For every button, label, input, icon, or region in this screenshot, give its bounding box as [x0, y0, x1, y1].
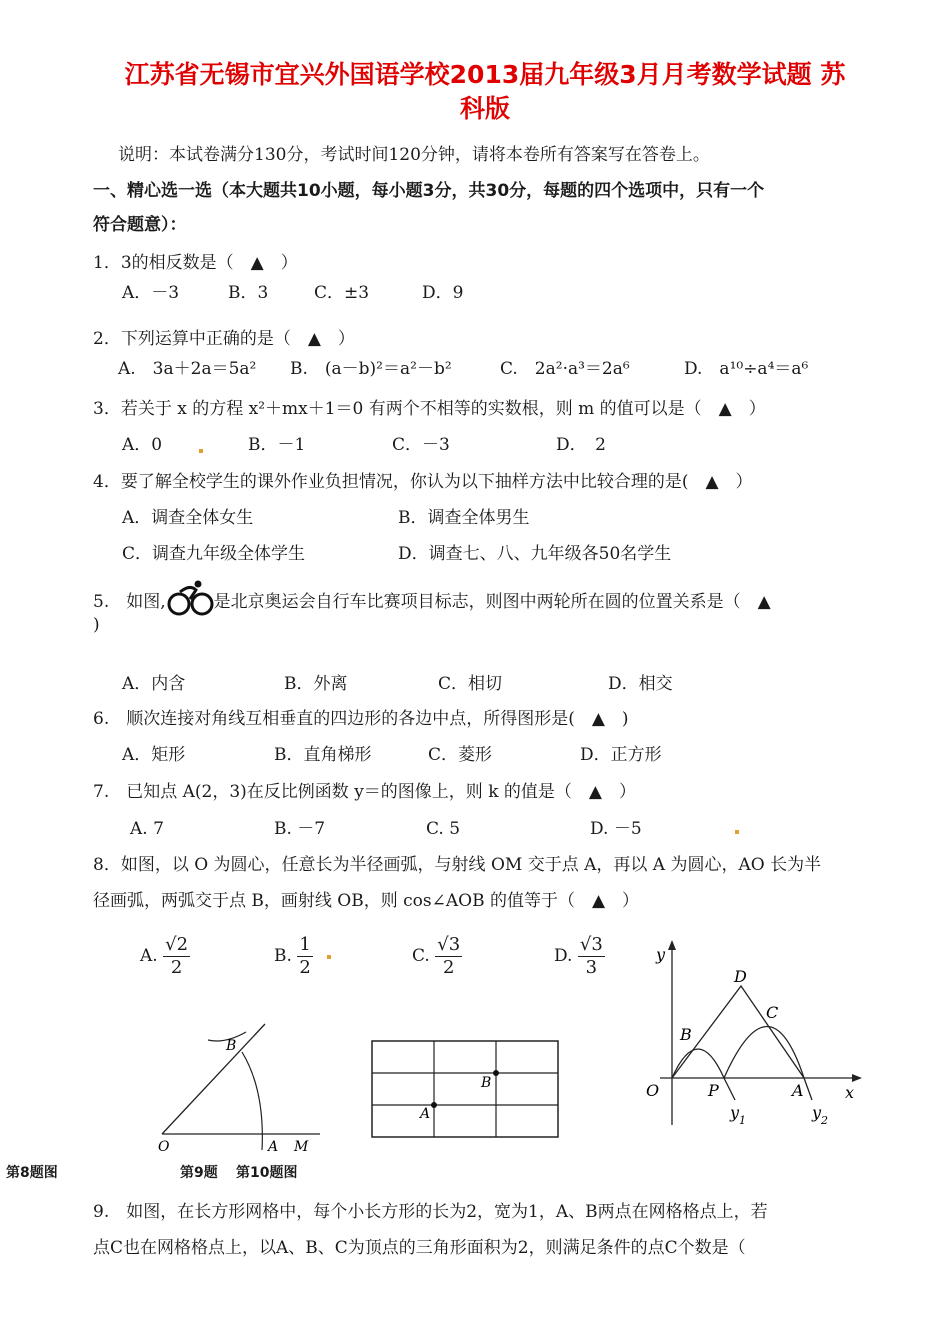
q7-option-c: C. 5 — [426, 819, 461, 839]
q8-c-numerator: √3 — [437, 934, 461, 955]
q8-option-a — [140, 932, 190, 980]
q1-option-a: A．－3 — [122, 283, 180, 303]
label-b: B — [680, 1025, 692, 1044]
q8-b-denominator: 2 — [299, 957, 311, 978]
label-y2-subscript: 2 — [821, 1114, 828, 1127]
q8-option-d — [554, 932, 605, 980]
q8-option-b-label: B. — [274, 946, 292, 966]
q7-option-a: A. 7 — [130, 819, 164, 839]
q2-option-d: D. a¹⁰÷a⁴＝a⁶ — [684, 359, 809, 379]
q3-option-b: B．－1 — [248, 435, 306, 455]
label-o: O — [646, 1081, 660, 1100]
decor-dot — [199, 449, 203, 453]
cycling-logo-icon — [166, 579, 214, 617]
q2-stem: 2．下列运算中正确的是（ ▲ ） — [93, 329, 355, 349]
decor-dot — [327, 955, 331, 959]
q8-c-denominator: 2 — [442, 957, 455, 978]
title-line-2: 科版 — [459, 94, 510, 123]
q8-a-numerator: √2 — [165, 934, 189, 955]
q5-option-b: B．外离 — [284, 674, 348, 694]
q8-option-b-fraction — [297, 934, 312, 979]
q6-stem: 6. 顺次连接对角线互相垂直的四边形的各边中点，所得图形是( ▲ ) — [93, 709, 629, 729]
q5-stem — [93, 579, 771, 617]
q1-stem: 1．3的相反数是（ ▲ ） — [93, 253, 298, 273]
q2-option-c: C. 2a²·a³＝2a⁶ — [500, 359, 630, 379]
q1-option-b: B．3 — [228, 283, 269, 303]
section-heading-line-2: 符合题意）： — [93, 215, 187, 235]
q8-b-numerator: 1 — [299, 934, 311, 955]
exam-note: 说明：本试卷满分130分，考试时间120分钟，请将本卷所有答案写在答卷上。 — [118, 145, 710, 165]
q5-option-a: A．内含 — [122, 674, 186, 694]
q2-option-a: A. 3a＋2a＝5a² — [118, 359, 257, 379]
label-m: M — [294, 1139, 309, 1155]
q3-option-d: D． 2 — [556, 435, 606, 455]
q6-option-b: B．直角梯形 — [274, 745, 372, 765]
label-a: A — [792, 1081, 804, 1100]
q8-a-denominator: 2 — [170, 957, 183, 978]
q8-option-c-label: C. — [412, 946, 430, 966]
q4-option-a: A．调查全体女生 — [122, 508, 254, 528]
arc-from-o — [242, 1052, 262, 1150]
q5-stem-continued: ) — [93, 615, 100, 635]
q5-option-c: C．相切 — [438, 674, 503, 694]
q8-option-c — [412, 932, 462, 980]
q5-stem-pre: 5. 如图, — [93, 592, 166, 612]
q8-d-numerator: √3 — [579, 934, 603, 955]
q7-option-b: B. －7 — [274, 819, 326, 839]
label-o: O — [158, 1139, 170, 1155]
point-a — [431, 1102, 437, 1108]
label-p: P — [708, 1081, 719, 1100]
q1-option-c: C．±3 — [314, 283, 370, 303]
label-a: A — [420, 1106, 431, 1122]
label-y1-subscript: 1 — [739, 1114, 746, 1127]
label-x: x — [845, 1083, 855, 1102]
figure-9-caption: 第9题 — [180, 1165, 218, 1181]
q7-stem: 7. 已知点 A(2，3)在反比例函数 y＝的图像上，则 k 的值是（ ▲ ） — [93, 782, 636, 802]
label-y1: y — [730, 1103, 740, 1122]
q5-stem-post: 是北京奥运会自行车比赛项目标志，则图中两轮所在圆的位置关系是（ ▲ — [213, 592, 771, 612]
figure-10-caption: 第10题图 — [236, 1165, 298, 1181]
page-title — [100, 58, 870, 126]
q1-option-d: D．9 — [422, 283, 464, 303]
decor-dot — [735, 830, 739, 834]
q4-option-c: C．调查九年级全体学生 — [122, 544, 306, 564]
q7-option-d: D. －5 — [590, 819, 642, 839]
figure-9-grid — [368, 1038, 568, 1142]
section-heading-line-1: 一、精心选一选（本大题共10小题，每小题3分，共30分，每题的四个选项中，只有一个 — [93, 181, 765, 201]
line-o-d-a — [672, 986, 804, 1078]
q8-option-b — [274, 932, 313, 980]
q5-option-d: D．相交 — [608, 674, 673, 694]
q4-stem: 4．要了解全校学生的课外作业负担情况，你认为以下抽样方法中比较合理的是( ▲ ） — [93, 472, 753, 492]
q6-option-a: A．矩形 — [122, 745, 186, 765]
q8-stem-line-1: 8．如图，以 O 为圆心，任意长为半径画弧，与射线 OM 交于点 A，再以 A 为圆心，AO 长为半 — [93, 855, 822, 875]
q6-option-c: C．菱形 — [428, 745, 493, 765]
q8-option-d-fraction — [578, 934, 605, 979]
label-a: A — [268, 1139, 279, 1155]
q8-option-c-fraction — [435, 934, 462, 979]
q3-option-c: C．－3 — [392, 435, 450, 455]
q3-option-a: A．0 — [122, 435, 163, 455]
q8-stem-line-2: 径画弧，两弧交于点 B，画射线 OB，则 cos∠AOB 的值等于（ ▲ ） — [93, 891, 640, 911]
q8-d-denominator: 3 — [585, 957, 598, 978]
label-y: y — [656, 945, 666, 964]
label-d: D — [734, 967, 747, 986]
figure-8-construction — [150, 1020, 330, 1160]
q3-stem: 3．若关于 x 的方程 x²＋mx＋1＝0 有两个不相等的实数根，则 m 的值可以是（ ▲ ） — [93, 399, 766, 419]
q4-option-d: D．调查七、八、九年级各50名学生 — [398, 544, 672, 564]
q8-option-a-fraction — [163, 934, 190, 979]
q8-option-a-label: A. — [140, 946, 158, 966]
label-b: B — [481, 1075, 492, 1091]
q9-stem-line-1: 9. 如图，在长方形网格中，每个小长方形的长为2，宽为1，A、B两点在网格格点上，若 — [93, 1202, 768, 1222]
point-b — [493, 1070, 499, 1076]
q9-stem-line-2: 点C也在网格格点上，以A、B、C为顶点的三角形面积为2，则满足条件的点C个数是（ — [93, 1238, 746, 1258]
q8-option-d-label: D. — [554, 946, 573, 966]
figure-8-caption: 第8题图 — [6, 1165, 58, 1181]
q2-option-b: B. (a－b)²＝a²－b² — [290, 359, 452, 379]
label-c: C — [766, 1003, 779, 1022]
title-line-1: 江苏省无锡市宜兴外国语学校2013届九年级3月月考数学试题 苏 — [124, 60, 846, 89]
label-b: B — [226, 1038, 237, 1054]
q6-option-d: D．正方形 — [580, 745, 662, 765]
label-y2: y — [812, 1103, 822, 1122]
q4-option-b: B．调查全体男生 — [398, 508, 530, 528]
figure-10-graph — [640, 940, 870, 1135]
